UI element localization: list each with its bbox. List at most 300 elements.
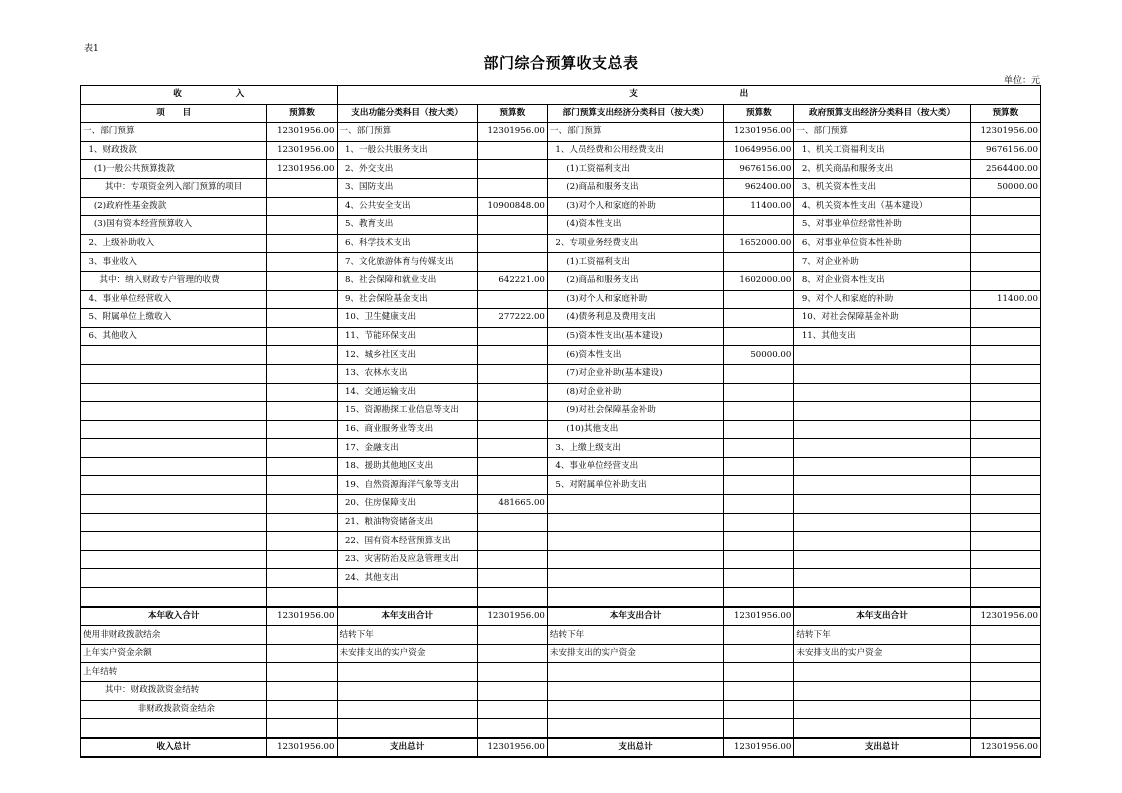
dept-econ-cell: (5)资本性支出(基本建设) — [547, 327, 723, 346]
function-budget-cell — [477, 439, 547, 458]
gov-econ-cell: 10、对社会保障基金补助 — [794, 309, 970, 328]
dept-econ-budget-cell — [724, 682, 794, 701]
function-budget-cell: 277222.00 — [477, 309, 547, 328]
gov-econ-budget-cell: 12301956.00 — [970, 607, 1040, 626]
income-section-header: 收 入 — [81, 86, 338, 105]
gov-econ-cell — [794, 700, 970, 719]
gov-econ-budget-cell — [970, 327, 1040, 346]
income-item-cell — [81, 420, 267, 439]
income-item-cell: 6、其他收入 — [81, 327, 267, 346]
gov-econ-cell — [794, 569, 970, 588]
income-budget-cell — [267, 644, 337, 663]
function-budget-cell — [477, 532, 547, 551]
gov-econ-cell: 3、机关资本性支出 — [794, 178, 970, 197]
function-class-cell: 未安排支出的实户资金 — [337, 644, 477, 663]
gov-econ-budget-cell: 11400.00 — [970, 290, 1040, 309]
dept-econ-budget-cell — [724, 626, 794, 645]
dept-econ-cell — [547, 588, 723, 607]
function-class-cell: 3、国防支出 — [337, 178, 477, 197]
dept-econ-budget-cell: 9676156.00 — [724, 160, 794, 179]
dept-econ-cell — [547, 700, 723, 719]
function-class-cell: 14、交通运输支出 — [337, 383, 477, 402]
dept-econ-cell — [547, 532, 723, 551]
gov-econ-budget-cell — [970, 253, 1040, 272]
col-header-dept-econ-class: 部门预算支出经济分类科目（按大类） — [547, 104, 723, 123]
function-budget-cell — [477, 216, 547, 235]
gov-econ-cell — [794, 364, 970, 383]
income-budget-cell — [267, 700, 337, 719]
income-budget-cell — [267, 457, 337, 476]
dept-econ-budget-cell — [724, 569, 794, 588]
income-budget-cell: 12301956.00 — [267, 160, 337, 179]
gov-econ-cell — [794, 457, 970, 476]
income-budget-cell — [267, 420, 337, 439]
function-class-cell — [337, 682, 477, 701]
dept-econ-budget-cell: 12301956.00 — [724, 123, 794, 142]
function-class-cell — [337, 700, 477, 719]
table-row — [81, 700, 1041, 719]
dept-econ-budget-cell — [724, 513, 794, 532]
gov-econ-budget-cell — [970, 588, 1040, 607]
function-budget-cell — [477, 663, 547, 682]
table-row — [81, 495, 1041, 514]
gov-econ-budget-cell — [970, 402, 1040, 421]
gov-econ-cell: 7、对企业补助 — [794, 253, 970, 272]
gov-econ-cell: 4、机关资本性支出（基本建设） — [794, 197, 970, 216]
dept-econ-cell: 本年支出合计 — [547, 607, 723, 626]
gov-econ-budget-cell — [970, 364, 1040, 383]
dept-econ-cell: 3、上缴上级支出 — [547, 439, 723, 458]
table-row — [81, 532, 1041, 551]
function-class-cell: 21、粮油物资储备支出 — [337, 513, 477, 532]
function-class-cell: 20、住房保障支出 — [337, 495, 477, 514]
table-row — [81, 439, 1041, 458]
gov-econ-budget-cell — [970, 682, 1040, 701]
dept-econ-budget-cell: 11400.00 — [724, 197, 794, 216]
dept-econ-cell — [547, 513, 723, 532]
table-row — [81, 160, 1041, 179]
function-class-cell: 6、科学技术支出 — [337, 234, 477, 253]
function-budget-cell — [477, 290, 547, 309]
gov-econ-budget-cell: 9676156.00 — [970, 141, 1040, 160]
income-item-cell: 2、上级补助收入 — [81, 234, 267, 253]
function-budget-cell — [477, 644, 547, 663]
function-budget-cell: 481665.00 — [477, 495, 547, 514]
income-item-cell: 其中：专项资金列入部门预算的项目 — [81, 178, 267, 197]
table-row — [81, 364, 1041, 383]
gov-econ-budget-cell — [970, 197, 1040, 216]
function-budget-cell: 12301956.00 — [477, 123, 547, 142]
gov-econ-budget-cell: 12301956.00 — [970, 123, 1040, 142]
table-row — [81, 327, 1041, 346]
income-budget-cell: 12301956.00 — [267, 738, 337, 758]
function-budget-cell — [477, 327, 547, 346]
gov-econ-budget-cell — [970, 569, 1040, 588]
gov-econ-budget-cell — [970, 271, 1040, 290]
gov-econ-cell — [794, 532, 970, 551]
table-row — [81, 457, 1041, 476]
page-title: 部门综合预算收支总表 — [483, 54, 639, 72]
gov-econ-cell: 11、其他支出 — [794, 327, 970, 346]
gov-econ-cell — [794, 346, 970, 365]
dept-econ-budget-cell: 962400.00 — [724, 178, 794, 197]
gov-econ-budget-cell — [970, 644, 1040, 663]
gov-econ-budget-cell — [970, 439, 1040, 458]
gov-econ-budget-cell — [970, 216, 1040, 235]
gov-econ-budget-cell — [970, 663, 1040, 682]
dept-econ-budget-cell — [724, 290, 794, 309]
function-budget-cell — [477, 476, 547, 495]
function-class-cell: 13、农林水支出 — [337, 364, 477, 383]
dept-econ-budget-cell — [724, 253, 794, 272]
function-class-cell: 10、卫生健康支出 — [337, 309, 477, 328]
function-budget-cell — [477, 178, 547, 197]
gov-econ-budget-cell — [970, 383, 1040, 402]
function-class-cell: 18、援助其他地区支出 — [337, 457, 477, 476]
dept-econ-cell: 5、对附属单位补助支出 — [547, 476, 723, 495]
dept-econ-cell: 未安排支出的实户资金 — [547, 644, 723, 663]
income-budget-cell — [267, 364, 337, 383]
income-item-cell — [81, 364, 267, 383]
gov-econ-budget-cell — [970, 495, 1040, 514]
dept-econ-budget-cell: 10649956.00 — [724, 141, 794, 160]
income-budget-cell — [267, 346, 337, 365]
gov-econ-cell — [794, 588, 970, 607]
gov-econ-budget-cell — [970, 700, 1040, 719]
income-budget-cell — [267, 532, 337, 551]
income-budget-cell — [267, 271, 337, 290]
gov-econ-budget-cell: 50000.00 — [970, 178, 1040, 197]
income-item-cell: 一、部门预算 — [81, 123, 267, 142]
function-class-cell: 5、教育支出 — [337, 216, 477, 235]
income-item-cell — [81, 476, 267, 495]
dept-econ-budget-cell — [724, 644, 794, 663]
gov-econ-budget-cell — [970, 309, 1040, 328]
function-budget-cell — [477, 402, 547, 421]
dept-econ-budget-cell — [724, 327, 794, 346]
income-item-cell — [81, 495, 267, 514]
gov-econ-budget-cell — [970, 719, 1040, 738]
income-item-cell — [81, 402, 267, 421]
income-item-cell: 使用非财政拨款结余 — [81, 626, 267, 645]
gov-econ-cell — [794, 513, 970, 532]
function-class-cell — [337, 588, 477, 607]
dept-econ-cell: (2)商品和服务支出 — [547, 178, 723, 197]
income-item-cell: 其中：纳入财政专户管理的收费 — [81, 271, 267, 290]
dept-econ-budget-cell — [724, 719, 794, 738]
dept-econ-budget-cell: 1602000.00 — [724, 271, 794, 290]
function-class-cell: 12、城乡社区支出 — [337, 346, 477, 365]
dept-econ-cell: 一、部门预算 — [547, 123, 723, 142]
unit-label: 单位：元 — [1003, 76, 1040, 86]
table-row — [81, 588, 1041, 607]
income-budget-cell — [267, 197, 337, 216]
function-budget-cell — [477, 457, 547, 476]
gov-econ-budget-cell — [970, 346, 1040, 365]
dept-econ-cell: (1)工资福利支出 — [547, 253, 723, 272]
income-budget-cell — [267, 178, 337, 197]
income-item-cell — [81, 457, 267, 476]
function-budget-cell — [477, 383, 547, 402]
function-budget-cell: 642221.00 — [477, 271, 547, 290]
table-row — [81, 682, 1041, 701]
dept-econ-budget-cell: 1652000.00 — [724, 234, 794, 253]
gov-econ-cell — [794, 402, 970, 421]
dept-econ-cell: 1、人员经费和公用经费支出 — [547, 141, 723, 160]
col-header-gov-econ-class: 政府预算支出经济分类科目（按大类） — [794, 104, 970, 123]
gov-econ-budget-cell — [970, 420, 1040, 439]
gov-econ-budget-cell: 12301956.00 — [970, 738, 1040, 758]
dept-econ-budget-cell — [724, 309, 794, 328]
function-class-cell: 19、自然资源海洋气象等支出 — [337, 476, 477, 495]
income-item-cell: (2)政府性基金拨款 — [81, 197, 267, 216]
income-item-cell: 其中：财政拨款资金结转 — [81, 682, 267, 701]
income-item-cell: 5、附属单位上缴收入 — [81, 309, 267, 328]
dept-econ-cell: (10)其他支出 — [547, 420, 723, 439]
gov-econ-cell — [794, 420, 970, 439]
table-row — [81, 719, 1041, 738]
col-header-budget: 预算数 — [724, 104, 794, 123]
income-budget-cell — [267, 327, 337, 346]
function-class-cell: 8、社会保障和就业支出 — [337, 271, 477, 290]
table-row — [81, 663, 1041, 682]
income-budget-cell — [267, 682, 337, 701]
function-class-cell: 23、灾害防治及应急管理支出 — [337, 550, 477, 569]
dept-econ-cell: (8)对企业补助 — [547, 383, 723, 402]
function-budget-cell: 12301956.00 — [477, 738, 547, 758]
gov-econ-cell: 8、对企业资本性支出 — [794, 271, 970, 290]
dept-econ-budget-cell: 50000.00 — [724, 346, 794, 365]
gov-econ-budget-cell — [970, 550, 1040, 569]
table-row — [81, 216, 1041, 235]
income-budget-cell — [267, 309, 337, 328]
table-row — [81, 197, 1041, 216]
function-budget-cell — [477, 626, 547, 645]
dept-econ-cell: (3)对个人和家庭的补助 — [547, 197, 723, 216]
income-budget-cell — [267, 495, 337, 514]
dept-econ-cell: 支出总计 — [547, 738, 723, 758]
table-row — [81, 420, 1041, 439]
gov-econ-budget-cell: 2564400.00 — [970, 160, 1040, 179]
gov-econ-cell — [794, 663, 970, 682]
section-header-row — [81, 86, 1041, 105]
function-class-cell: 7、文化旅游体育与传媒支出 — [337, 253, 477, 272]
dept-econ-cell: (7)对企业补助(基本建设) — [547, 364, 723, 383]
table-row — [81, 123, 1041, 142]
function-budget-cell — [477, 420, 547, 439]
income-item-cell — [81, 719, 267, 738]
grand-total-row — [81, 738, 1041, 758]
function-class-cell: 22、国有资本经营预算支出 — [337, 532, 477, 551]
dept-econ-cell: 结转下年 — [547, 626, 723, 645]
income-budget-cell — [267, 569, 337, 588]
income-budget-cell — [267, 626, 337, 645]
function-budget-cell — [477, 719, 547, 738]
year-total-row — [81, 607, 1041, 626]
gov-econ-cell: 9、对个人和家庭的补助 — [794, 290, 970, 309]
dept-econ-cell — [547, 663, 723, 682]
gov-econ-cell: 支出总计 — [794, 738, 970, 758]
income-budget-cell: 12301956.00 — [267, 123, 337, 142]
gov-econ-cell — [794, 495, 970, 514]
income-item-cell: 4、事业单位经营收入 — [81, 290, 267, 309]
dept-econ-budget-cell — [724, 439, 794, 458]
table-row — [81, 290, 1041, 309]
income-budget-cell — [267, 402, 337, 421]
function-class-cell: 结转下年 — [337, 626, 477, 645]
dept-econ-budget-cell — [724, 588, 794, 607]
dept-econ-budget-cell — [724, 383, 794, 402]
dept-econ-budget-cell — [724, 364, 794, 383]
function-class-cell: 本年支出合计 — [337, 607, 477, 626]
function-budget-cell — [477, 569, 547, 588]
gov-econ-cell: 6、对事业单位资本性补助 — [794, 234, 970, 253]
function-budget-cell: 10900848.00 — [477, 197, 547, 216]
income-item-cell: 3、事业收入 — [81, 253, 267, 272]
gov-econ-budget-cell — [970, 457, 1040, 476]
gov-econ-cell — [794, 439, 970, 458]
dept-econ-budget-cell: 12301956.00 — [724, 738, 794, 758]
table-row — [81, 346, 1041, 365]
income-item-cell: 收入总计 — [81, 738, 267, 758]
gov-econ-cell: 一、部门预算 — [794, 123, 970, 142]
income-item-cell — [81, 383, 267, 402]
income-item-cell — [81, 439, 267, 458]
income-item-cell: (1)一般公共预算拨款 — [81, 160, 267, 179]
dept-econ-budget-cell — [724, 532, 794, 551]
gov-econ-cell: 5、对事业单位经常性补助 — [794, 216, 970, 235]
dept-econ-cell: (6)资本性支出 — [547, 346, 723, 365]
table-row — [81, 513, 1041, 532]
income-item-cell: 1、财政拨款 — [81, 141, 267, 160]
dept-econ-cell: (2)商品和服务支出 — [547, 271, 723, 290]
income-item-cell — [81, 569, 267, 588]
dept-econ-budget-cell — [724, 495, 794, 514]
dept-econ-budget-cell — [724, 476, 794, 495]
function-budget-cell — [477, 346, 547, 365]
dept-econ-budget-cell: 12301956.00 — [724, 607, 794, 626]
function-class-cell: 15、资源勘探工业信息等支出 — [337, 402, 477, 421]
table-row — [81, 402, 1041, 421]
function-class-cell: 一、部门预算 — [337, 123, 477, 142]
income-item-cell: (3)国有资本经营预算收入 — [81, 216, 267, 235]
function-class-cell: 24、其他支出 — [337, 569, 477, 588]
function-budget-cell — [477, 364, 547, 383]
dept-econ-budget-cell — [724, 216, 794, 235]
income-budget-cell — [267, 719, 337, 738]
function-class-cell: 11、节能环保支出 — [337, 327, 477, 346]
gov-econ-budget-cell — [970, 234, 1040, 253]
income-item-cell: 上年实户资金余额 — [81, 644, 267, 663]
gov-econ-cell — [794, 476, 970, 495]
table-row — [81, 644, 1041, 663]
dept-econ-cell: (4)债务利息及费用支出 — [547, 309, 723, 328]
table-row — [81, 626, 1041, 645]
income-item-cell — [81, 550, 267, 569]
income-budget-cell: 12301956.00 — [267, 141, 337, 160]
dept-econ-cell — [547, 495, 723, 514]
gov-econ-cell — [794, 383, 970, 402]
table-row — [81, 476, 1041, 495]
dept-econ-cell — [547, 569, 723, 588]
dept-econ-cell: 4、事业单位经营支出 — [547, 457, 723, 476]
income-budget-cell — [267, 663, 337, 682]
income-budget-cell — [267, 234, 337, 253]
table-row — [81, 271, 1041, 290]
function-class-cell — [337, 719, 477, 738]
income-budget-cell — [267, 216, 337, 235]
dept-econ-budget-cell — [724, 663, 794, 682]
function-budget-cell — [477, 513, 547, 532]
gov-econ-cell — [794, 682, 970, 701]
budget-table — [80, 85, 1041, 758]
function-budget-cell — [477, 141, 547, 160]
gov-econ-budget-cell — [970, 532, 1040, 551]
dept-econ-cell — [547, 682, 723, 701]
table-row — [81, 569, 1041, 588]
col-header-item: 项 目 — [81, 104, 267, 123]
function-class-cell: 2、外交支出 — [337, 160, 477, 179]
col-header-function-class: 支出功能分类科目（按大类） — [337, 104, 477, 123]
function-budget-cell — [477, 588, 547, 607]
income-item-cell: 上年结转 — [81, 663, 267, 682]
dept-econ-cell — [547, 550, 723, 569]
table-row — [81, 550, 1041, 569]
dept-econ-budget-cell — [724, 420, 794, 439]
dept-econ-budget-cell — [724, 457, 794, 476]
table-row — [81, 309, 1041, 328]
dept-econ-cell: (1)工资福利支出 — [547, 160, 723, 179]
function-class-cell: 1、一般公共服务支出 — [337, 141, 477, 160]
expense-section-header: 支 出 — [337, 86, 1041, 105]
function-budget-cell — [477, 550, 547, 569]
dept-econ-budget-cell — [724, 402, 794, 421]
function-class-cell: 4、公共安全支出 — [337, 197, 477, 216]
income-budget-cell — [267, 290, 337, 309]
income-item-cell — [81, 588, 267, 607]
table-row — [81, 234, 1041, 253]
gov-econ-budget-cell — [970, 626, 1040, 645]
col-header-budget: 预算数 — [267, 104, 337, 123]
table-number: 表1 — [84, 44, 99, 54]
table-row — [81, 178, 1041, 197]
income-budget-cell — [267, 476, 337, 495]
dept-econ-budget-cell — [724, 700, 794, 719]
gov-econ-cell: 1、机关工资福利支出 — [794, 141, 970, 160]
dept-econ-cell: (9)对社会保障基金补助 — [547, 402, 723, 421]
function-budget-cell: 12301956.00 — [477, 607, 547, 626]
table-row — [81, 253, 1041, 272]
income-budget-cell — [267, 253, 337, 272]
function-class-cell: 17、金融支出 — [337, 439, 477, 458]
function-class-cell: 9、社会保险基金支出 — [337, 290, 477, 309]
dept-econ-budget-cell — [724, 550, 794, 569]
gov-econ-cell: 本年支出合计 — [794, 607, 970, 626]
income-budget-cell — [267, 588, 337, 607]
function-class-cell: 16、商业服务业等支出 — [337, 420, 477, 439]
dept-econ-cell: (4)资本性支出 — [547, 216, 723, 235]
table-row — [81, 141, 1041, 160]
function-budget-cell — [477, 253, 547, 272]
income-item-cell — [81, 513, 267, 532]
income-budget-cell — [267, 513, 337, 532]
column-header-row — [81, 104, 1041, 123]
income-item-cell — [81, 532, 267, 551]
dept-econ-cell: (3)对个人和家庭补助 — [547, 290, 723, 309]
income-item-cell: 本年收入合计 — [81, 607, 267, 626]
income-budget-cell — [267, 550, 337, 569]
col-header-budget: 预算数 — [477, 104, 547, 123]
